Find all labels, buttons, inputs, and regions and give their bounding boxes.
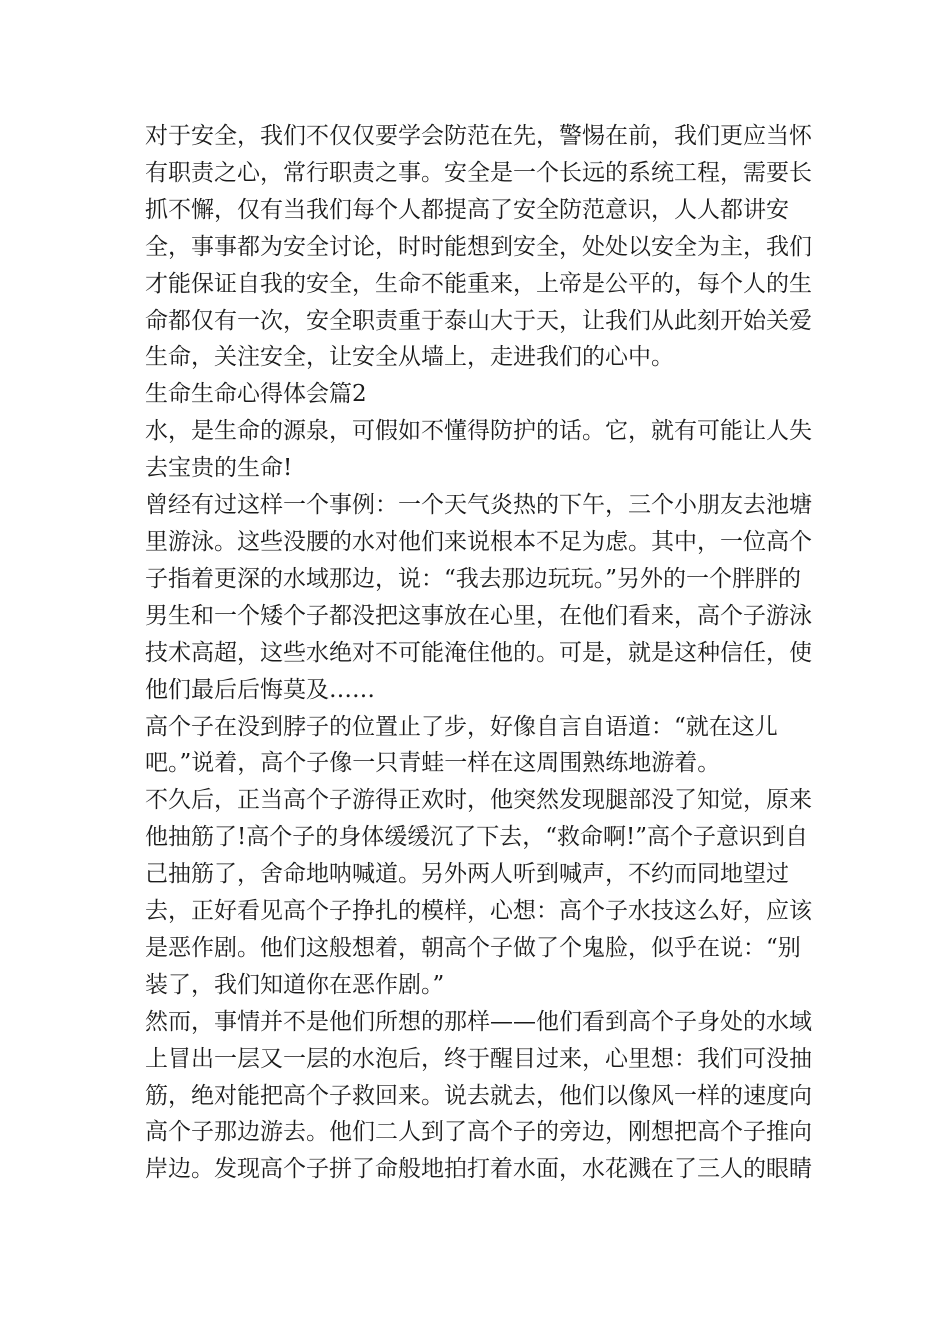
paragraph-safety-conclusion: 对于安全，我们不仅仅要学会防范在先，警惕在前，我们更应当怀有职责之心，常行职责之事。安全是一个长远的系统工程，需要长抓不懈，仅有当我们每个人都提高了安全防范意识，人人都讲安全，事事都为安全讨论，时时能想到安全，处处以安全为主，我们才能保证自我的安全，生命不能重来，上帝是公平的，每个人的生命都仅有一次，安全职责重于泰山大于天，让我们从此刻开始关爱生命，关注安全，让安全从墙上，走进我们的心中。: [145, 123, 812, 371]
paragraph-tall-kid-stops: 高个子在没到脖子的位置止了步，好像自言自语道：“就在这儿吧。”说着，高个子像一只青蛙一样在这周围熟练地游着。: [145, 713, 778, 777]
paragraph-rescue: 然而，事情并不是他们所想的那样——他们看到高个子身处的水域上冒出一层又一层的水泡后，终于醒目过来，心里想：我们可没抽筋，绝对能把高个子救回来。说去就去，他们以像风一样的速度向高个子那边游去。他们二人到了高个子的旁边，刚想把高个子推向岸边。发现高个子拼了命般地拍打着水面，水花溅在了三人的眼睛: [145, 1008, 812, 1183]
paragraph-cramp: 不久后，正当高个子游得正欢时，他突然发现腿部没了知觉，原来他抽筋了!高个子的身体缓缓沉了下去，“救命啊!”高个子意识到自己抽筋了，舍命地呐喊道。另外两人听到喊声，不约而同地望过去，正好看见高个子挣扎的模样，心想：高个子水技这么好，应该是恶作剧。他们这般想着，朝高个子做了个鬼脸，似乎在说：“别装了，我们知道你在恶作剧。”: [145, 787, 812, 998]
paragraph-water-intro: 水，是生命的源泉，可假如不懂得防护的话。它，就有可能让人失去宝贵的生命!: [145, 418, 812, 482]
section-heading: 生命生命心得体会篇2: [145, 381, 367, 408]
document-body: [145, 118, 817, 1188]
paragraph-story-start: 曾经有过这样一个事例：一个天气炎热的下午，三个小朋友去池塘里游泳。这些没腰的水对他们来说根本不足为虑。其中，一位高个子指着更深的水域那边，说：“我去那边玩玩。”另外的一个胖胖的男生和一个矮个子都没把这事放在心里，在他们看来，高个子游泳技术高超，这些水绝对不可能淹住他的。可是，就是这种信任，使他们最后后悔莫及……: [145, 492, 812, 703]
